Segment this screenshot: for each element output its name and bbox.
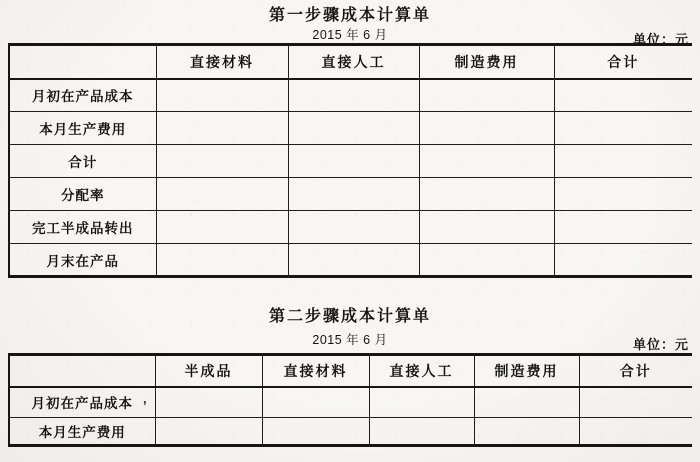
cost-table-step1 xyxy=(8,43,692,278)
header-cell-direct-materials: 直接材料 xyxy=(156,45,288,79)
table-row xyxy=(9,418,692,446)
data-cell xyxy=(419,178,554,211)
row-label: 月初在产品成本 xyxy=(9,79,156,112)
data-cell xyxy=(554,112,692,145)
data-cell xyxy=(579,418,692,446)
header-cell-semifinished: 半成品 xyxy=(155,355,262,387)
row-label: 本月生产费用 xyxy=(9,418,155,446)
table-row xyxy=(9,145,692,178)
data-cell xyxy=(554,244,692,277)
header-cell-blank xyxy=(9,355,155,387)
data-cell xyxy=(554,79,692,112)
data-cell xyxy=(419,244,554,277)
table2-title: 第二步骤成本计算单 xyxy=(268,308,431,325)
data-cell xyxy=(288,145,419,178)
table1-header-row xyxy=(9,45,692,79)
data-cell xyxy=(419,211,554,244)
row-label: 完工半成品转出 xyxy=(9,211,156,244)
header-cell-total: 合计 xyxy=(554,45,692,79)
data-cell xyxy=(369,418,474,446)
row-label: 月初在产品成本 xyxy=(9,387,155,418)
data-cell xyxy=(579,387,692,418)
data-cell xyxy=(156,244,288,277)
scan-artifact: , xyxy=(143,391,147,406)
data-cell xyxy=(155,418,262,446)
data-cell xyxy=(156,112,288,145)
data-cell xyxy=(156,145,288,178)
table-row xyxy=(9,244,692,277)
data-cell xyxy=(156,211,288,244)
data-cell xyxy=(419,112,554,145)
header-cell-direct-labor: 直接人工 xyxy=(369,355,474,387)
data-cell xyxy=(156,178,288,211)
table2-date: 2015 年 6 月 xyxy=(312,333,388,347)
data-cell xyxy=(156,79,288,112)
header-cell-manufacturing-overhead: 制造费用 xyxy=(419,45,554,79)
cost-table-step2 xyxy=(8,353,692,447)
table1-unit-label: 单位：元 xyxy=(632,32,689,47)
data-cell xyxy=(262,418,369,446)
row-label: 合计 xyxy=(9,145,156,178)
data-cell xyxy=(155,387,262,418)
data-cell xyxy=(288,79,419,112)
table-row xyxy=(9,112,692,145)
header-cell-manufacturing-overhead: 制造费用 xyxy=(474,355,579,387)
table1-date: 2015 年 6 月 xyxy=(312,28,388,42)
row-label: 本月生产费用 xyxy=(9,112,156,145)
data-cell xyxy=(288,178,419,211)
data-cell xyxy=(419,79,554,112)
data-cell xyxy=(369,387,474,418)
table-row xyxy=(9,79,692,112)
header-cell-total: 合计 xyxy=(579,355,692,387)
row-label: 月末在产品 xyxy=(9,244,156,277)
data-cell xyxy=(419,145,554,178)
row-label: 分配率 xyxy=(9,178,156,211)
data-cell xyxy=(262,387,369,418)
data-cell xyxy=(554,211,692,244)
table-row xyxy=(9,178,692,211)
table-row xyxy=(9,211,692,244)
data-cell xyxy=(474,418,579,446)
header-cell-direct-materials: 直接材料 xyxy=(262,355,369,387)
header-cell-direct-labor: 直接人工 xyxy=(288,45,419,79)
data-cell xyxy=(474,387,579,418)
table2-header-row xyxy=(9,355,692,387)
table-row xyxy=(9,387,692,418)
table1-title: 第一步骤成本计算单 xyxy=(268,7,431,24)
header-cell-blank xyxy=(9,45,156,79)
data-cell xyxy=(554,145,692,178)
data-cell xyxy=(554,178,692,211)
table2-unit-label: 单位：元 xyxy=(632,337,689,352)
data-cell xyxy=(288,244,419,277)
data-cell xyxy=(288,211,419,244)
data-cell xyxy=(288,112,419,145)
